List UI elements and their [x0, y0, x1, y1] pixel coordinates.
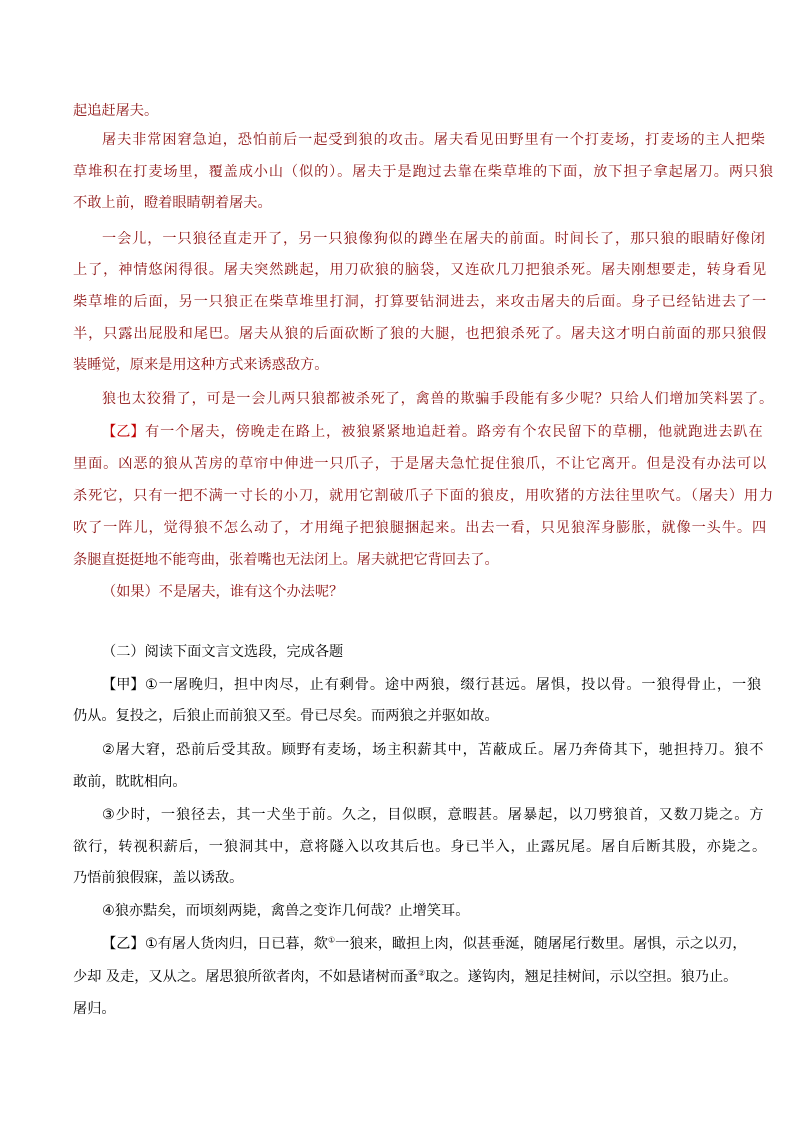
translation-line-9: 装睡觉，原来是用这种方式来诱惑敌方。 [73, 357, 329, 373]
jia-line-6: 欲行，转视积薪后，一狼洞其中，意将隧入以攻其后也。身已半入，止露尻尾。屠自后断其股，亦毙之。 [73, 839, 768, 855]
yi-line-2-part-a: 少却 及走，又从之。屠思狼所欲者肉，不如悬诸树而蚤 [73, 969, 419, 985]
yi-line-1 [145, 934, 747, 954]
yi-line-3: 屠归。 [73, 1001, 116, 1017]
jia-line-3: ②屠大窘，恐前后受其敌。顾野有麦场，场主积薪其中，苫蔽成丘。屠乃奔倚其下，驰担持刀。狼不 [102, 742, 765, 758]
section-heading: （二）阅读下面文言文选段，完成各题 [102, 644, 344, 660]
jia-line-8: ④狼亦黠矣，而顷刻两毙，禽兽之变诈几何哉？止增笑耳。 [102, 903, 470, 919]
translation-line-2: 屠夫非常困窘急迫，恐怕前后一起受到狼的攻击。屠夫看见田野里有一个打麦场，打麦场的主人把柴 [102, 132, 766, 148]
jia-line-2: 仍从。复投之，后狼止而前狼又至。骨已尽矣。而两狼之并驱如故。 [73, 708, 499, 724]
translation-yi-line-6: （如果）不是屠夫，谁有这个办法呢？ [102, 584, 344, 600]
translation-line-6: 上了，神情悠闲得很。屠夫突然跳起，用刀砍狼的脑袋，又连砍几刀把狼杀死。屠夫刚想要走，转身看见 [73, 262, 768, 278]
yi-line-2 [73, 967, 737, 987]
translation-yi-line-1: 有一个屠夫，傍晚走在路上，被狼紧紧地追赶着。路旁有个农民留下的草棚，他就跑进去趴在 [145, 424, 764, 440]
jia-line-1: ①一屠晚归，担中肉尽，止有剩骨。途中两狼，缀行甚远。屠惧，投以骨。一狼得骨止，一狼 [145, 677, 763, 693]
translation-yi-line-4: 吹了一阵儿，觉得狼不怎么动了，才用绳子把狼腿捆起来。出去一看，只见狼浑身膨胀，就像一头牛。四 [73, 520, 768, 536]
footnote-marker-2: ② [418, 968, 426, 978]
translation-yi-line-2: 里面。凶恶的狼从苫房的草帘中伸进一只爪子，于是屠夫急忙捉住狼爪，不让它离开。但是没有办法可以 [73, 456, 768, 472]
yi-line-1-part-b: 一狼来，瞰担上肉，似甚垂涎，随屠尾行数里。屠惧，示之以刃， [335, 936, 747, 952]
translation-yi-label: 【乙】 [102, 424, 145, 440]
jia-label: 【甲】 [102, 677, 145, 693]
translation-line-7: 柴草堆的后面，另一只狼正在柴草堆里打洞，打算要钻洞进去，来攻击屠夫的后面。身子已经钻进去了一 [73, 294, 768, 310]
translation-line-3: 草堆积在打麦场里，覆盖成小山（似的）。屠夫于是跑过去靠在柴草堆的下面，放下担子拿起屠刀。两只狼 [73, 164, 775, 180]
jia-line-4: 敢前，眈眈相向。 [73, 774, 187, 790]
translation-yi-line-5: 条腿直挺挺地不能弯曲，张着嘴也无法闭上。屠夫就把它背回去了。 [73, 552, 499, 568]
yi-line-2-part-b: 取之。遂钩肉，翘足挂树间，示以空担。狼乃止。 [425, 969, 738, 985]
jia-line-7: 乃悟前狼假寐，盖以诱敌。 [73, 870, 244, 886]
translation-line-10: 狼也太狡猾了，可是一会儿两只狼都被杀死了，禽兽的欺骗手段能有多少呢？只给人们增加笑料罢了。 [102, 391, 774, 407]
jia-line-5: ③少时，一狼径去，其一犬坐于前。久之，目似瞑，意暇甚。屠暴起，以刀劈狼首，又数刀毙之。方 [102, 807, 765, 823]
translation-yi-line-3: 杀死它，只有一把不满一寸长的小刀，就用它割破爪子下面的狼皮，用吹猪的方法往里吹气。（屠夫）用力 [73, 488, 775, 504]
footnote-marker-1: ① [327, 935, 336, 945]
yi-label: 【乙】 [102, 936, 145, 952]
translation-line-4: 不敢上前，瞪着眼睛朝着屠夫。 [73, 195, 272, 211]
translation-line-1: 起追赶屠夫。 [73, 103, 159, 119]
yi-line-1-part-a: ①有屠人货肉归，日已暮，欻 [145, 936, 328, 952]
translation-line-5: 一会儿，一只狼径直走开了，另一只狼像狗似的蹲坐在屠夫的前面。时间长了，那只狼的眼睛好像闭 [102, 231, 766, 247]
translation-line-8: 半，只露出屁股和尾巴。屠夫从狼的后面砍断了狼的大腿，也把狼杀死了。屠夫这才明白前面的那只狼假 [73, 326, 768, 342]
